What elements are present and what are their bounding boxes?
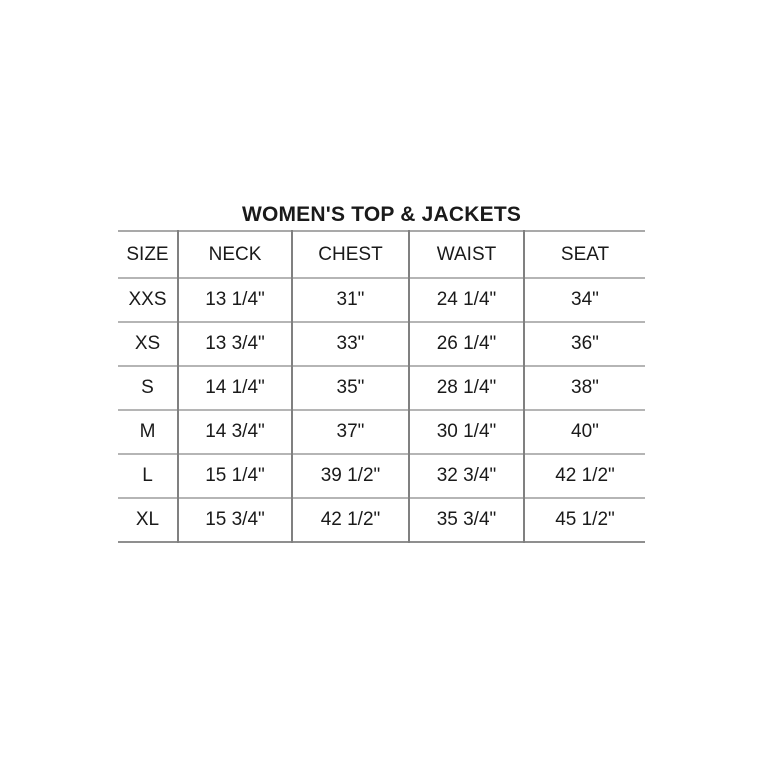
size-cell: S	[118, 366, 178, 410]
seat-cell: 36"	[571, 333, 599, 354]
chest-cell: 33"	[292, 322, 409, 366]
size-cell: M	[118, 410, 178, 454]
chest-cell: 31"	[292, 278, 409, 322]
seat-cell: 45 1/2"	[555, 509, 615, 530]
seat-cell: 34"	[571, 289, 599, 310]
table-row-xxs	[118, 278, 645, 322]
table-row-m	[118, 410, 645, 454]
waist-cell: 28 1/4"	[409, 366, 524, 410]
seat-cell: 42 1/2"	[555, 465, 615, 486]
table-row-xl	[118, 498, 645, 542]
waist-cell: 32 3/4"	[409, 454, 524, 498]
table-row-xs	[118, 322, 645, 366]
seat-cell: 40"	[571, 421, 599, 442]
size-cell: XXS	[118, 278, 178, 322]
chest-cell: 42 1/2"	[292, 498, 409, 542]
chest-cell: 39 1/2"	[292, 454, 409, 498]
seat-cell: 38"	[571, 377, 599, 398]
chart-title: WOMEN'S TOP & JACKETS	[241, 203, 522, 226]
neck-cell: 14 1/4"	[178, 366, 292, 410]
neck-cell: 15 3/4"	[178, 498, 292, 542]
waist-cell: 35 3/4"	[409, 498, 524, 542]
waist-cell: 24 1/4"	[409, 278, 524, 322]
waist-cell: 30 1/4"	[409, 410, 524, 454]
size-table	[118, 230, 645, 543]
chest-cell: 37"	[292, 410, 409, 454]
waist-cell: 26 1/4"	[409, 322, 524, 366]
column-header-chest: CHEST	[292, 231, 409, 278]
table-row-l	[118, 454, 645, 498]
column-header-neck: NECK	[178, 231, 292, 278]
size-cell: XS	[118, 322, 178, 366]
column-header-waist: WAIST	[409, 231, 524, 278]
size-chart	[118, 201, 645, 543]
neck-cell: 15 1/4"	[178, 454, 292, 498]
table-header-row	[118, 231, 645, 278]
size-cell: L	[118, 454, 178, 498]
neck-cell: 14 3/4"	[178, 410, 292, 454]
neck-cell: 13 3/4"	[178, 322, 292, 366]
neck-cell: 13 1/4"	[178, 278, 292, 322]
column-header-seat: SEAT	[560, 243, 610, 265]
size-cell: XL	[118, 498, 178, 542]
chest-cell: 35"	[292, 366, 409, 410]
column-header-size: SIZE	[118, 231, 178, 278]
table-row-s	[118, 366, 645, 410]
